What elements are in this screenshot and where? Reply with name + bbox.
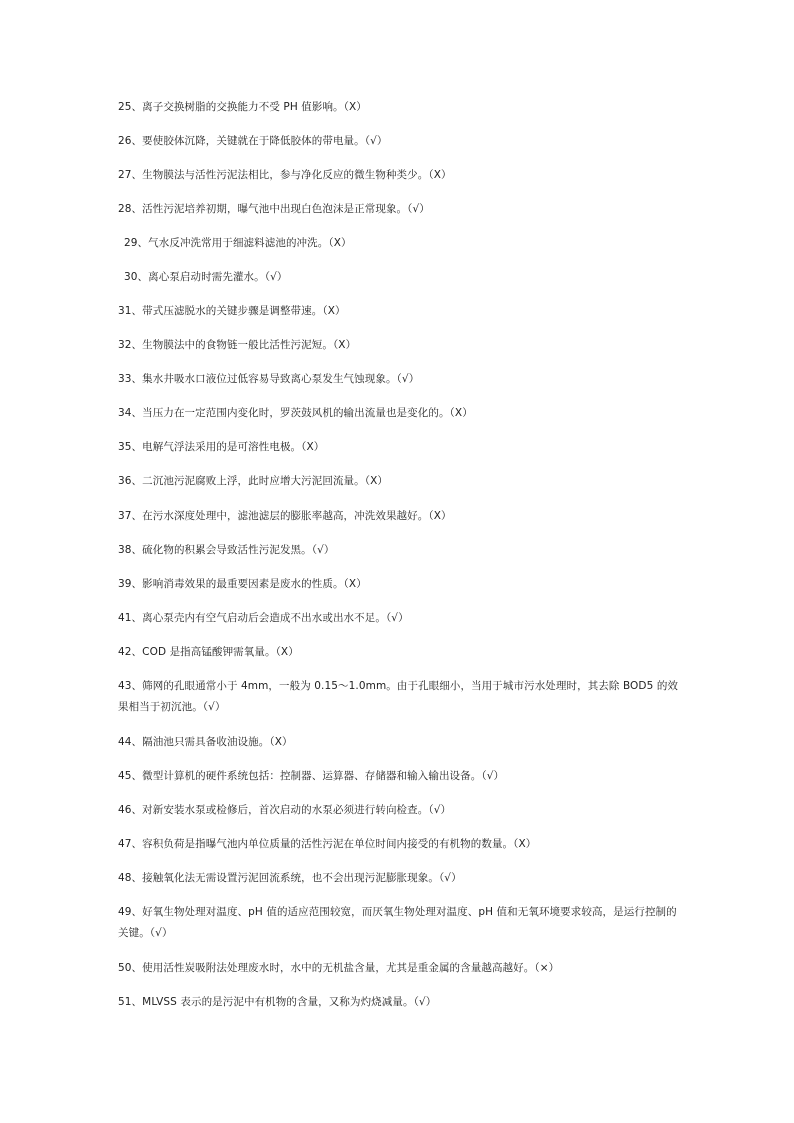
question-36: 36、二沉池污泥腐败上浮，此时应增大污泥回流量。（X） (118, 475, 389, 487)
question-48: 48、接触氧化法无需设置污泥回流系统，也不会出现污泥膨胀现象。（√） (118, 872, 462, 884)
question-28: 28、活性污泥培养初期，曝气池中出现白色泡沫是正常现象。（√） (118, 203, 430, 215)
question-44: 44、隔油池只需具备收油设施。（X） (118, 736, 293, 748)
question-26: 26、要使胶体沉降，关键就在于降低胶体的带电量。（√） (118, 135, 388, 147)
question-50: 50、使用活性炭吸附法处理废水时，水中的无机盐含量，尤其是重金属的含量越高越好。（×） (118, 962, 560, 974)
question-34: 34、当压力在一定范围内变化时，罗茨鼓风机的输出流量也是变化的。（X） (118, 407, 473, 419)
question-35: 35、电解气浮法采用的是可溶性电极。（X） (118, 441, 325, 453)
question-31: 31、带式压滤脱水的关键步骤是调整带速。（X） (118, 305, 346, 317)
question-47: 47、容积负荷是指曝气池内单位质量的活性污泥在单位时间内接受的有机物的数量。（X） (118, 838, 537, 850)
question-25: 25、离子交换树脂的交换能力不受 PH 值影响。（X） (118, 101, 367, 113)
question-37: 37、在污水深度处理中，滤池滤层的膨胀率越高，冲洗效果越好。（X） (118, 510, 452, 522)
question-45: 45、微型计算机的硬件系统包括：控制器、运算器、存储器和输入输出设备。（√） (118, 770, 505, 782)
question-38: 38、硫化物的积累会导致活性污泥发黑。（√） (118, 544, 335, 556)
question-29: 29、气水反冲洗常用于细滤料滤池的冲洗。（X） (124, 237, 352, 249)
question-32: 32、生物膜法中的食物链一般比活性污泥短。（X） (118, 339, 357, 351)
question-43: 43、筛网的孔眼通常小于 4mm，一般为 0.15～1.0mm。由于孔眼细小，当用于城市污水处理时，其去除 BOD5 的效果相当于初沉池。（√） (118, 680, 679, 713)
question-39: 39、影响消毒效果的最重要因素是废水的性质。（X） (118, 578, 367, 590)
question-51: 51、MLVSS 表示的是污泥中有机物的含量，又称为灼烧减量。（√） (118, 996, 437, 1008)
question-27: 27、生物膜法与活性污泥法相比，参与净化反应的微生物种类少。（X） (118, 169, 452, 181)
question-42: 42、COD 是指高锰酸钾需氧量。（X） (118, 646, 299, 658)
question-41: 41、离心泵壳内有空气启动后会造成不出水或出水不足。（√） (118, 612, 409, 624)
question-33: 33、集水井吸水口液位过低容易导致离心泵发生气蚀现象。（√） (118, 373, 420, 385)
question-49: 49、好氧生物处理对温度、pH 值的适应范围较宽，而厌氧生物处理对温度、pH 值和无氧环境要求较高，是运行控制的关键。（√） (118, 906, 677, 939)
question-46: 46、对新安装水泵或检修后，首次启动的水泵必须进行转向检查。（√） (118, 804, 452, 816)
question-30: 30、离心泵启动时需先灌水。（√） (124, 271, 288, 283)
